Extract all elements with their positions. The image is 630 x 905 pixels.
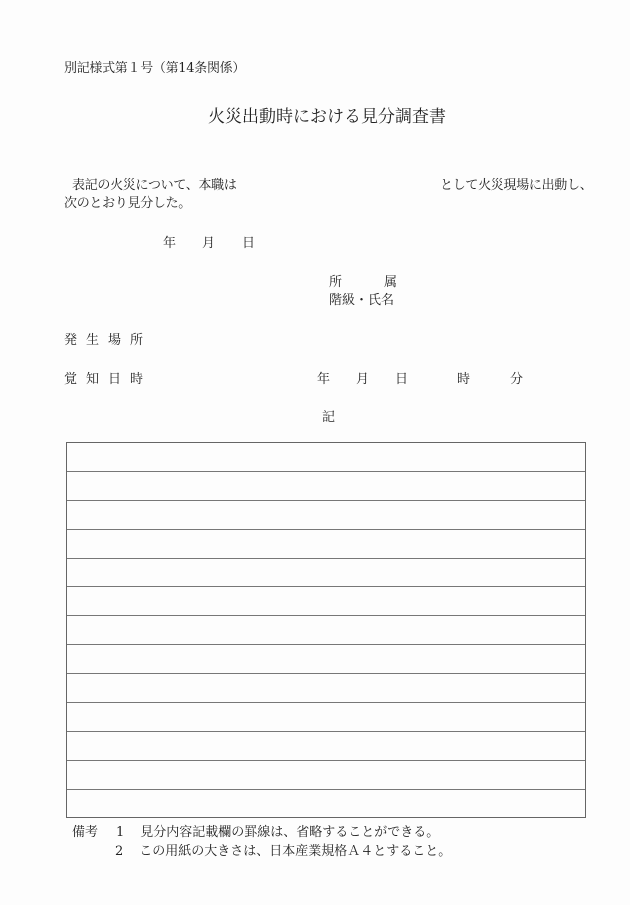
rank-name-label: 階級・氏名 bbox=[329, 293, 395, 308]
note-1-number: 1 bbox=[116, 825, 125, 840]
detect-year-label: 年 bbox=[317, 372, 331, 387]
note-2-number: 2 bbox=[115, 844, 124, 859]
notes-label: 備考 bbox=[72, 825, 99, 840]
record-row[interactable] bbox=[67, 761, 585, 790]
date-day-label: 日 bbox=[242, 236, 256, 251]
record-row[interactable] bbox=[67, 703, 585, 732]
detect-minute-label: 分 bbox=[510, 372, 524, 387]
record-row[interactable] bbox=[67, 559, 585, 588]
record-row[interactable] bbox=[67, 674, 585, 703]
document-title: 火災出動時における見分調査書 bbox=[208, 107, 446, 127]
detect-month-label: 月 bbox=[356, 372, 370, 387]
affiliation-label bbox=[329, 271, 397, 290]
detect-day-label: 日 bbox=[395, 372, 409, 387]
intro-text-2: として火災現場に出動し、 bbox=[440, 178, 593, 193]
record-row[interactable] bbox=[67, 530, 585, 559]
record-table bbox=[66, 442, 586, 818]
affiliation-char-1: 所 bbox=[329, 275, 343, 290]
date-month-label: 月 bbox=[202, 236, 216, 251]
record-row[interactable] bbox=[67, 732, 585, 761]
intro-text-3: 次のとおり見分した。 bbox=[64, 196, 192, 211]
date-year-label: 年 bbox=[163, 236, 177, 251]
affiliation-char-2: 属 bbox=[384, 275, 398, 290]
occurrence-place-label: 発生場所 bbox=[64, 333, 153, 348]
record-row[interactable] bbox=[67, 645, 585, 674]
form-number: 別記様式第１号（第14条関係） bbox=[64, 61, 246, 76]
note-1-text: 見分内容記載欄の罫線は、省略することができる。 bbox=[140, 825, 440, 840]
detect-hour-label: 時 bbox=[457, 372, 471, 387]
record-heading: 記 bbox=[322, 410, 336, 425]
record-row[interactable] bbox=[67, 501, 585, 530]
intro-text-1: 表記の火災について、本職は bbox=[72, 178, 237, 193]
detection-datetime-label: 覚知日時 bbox=[64, 372, 153, 387]
record-row[interactable] bbox=[67, 472, 585, 501]
note-2-text: この用紙の大きさは、日本産業規格Ａ４とすること。 bbox=[139, 844, 452, 859]
record-row[interactable] bbox=[67, 587, 585, 616]
record-row[interactable] bbox=[67, 443, 585, 472]
record-row[interactable] bbox=[67, 616, 585, 645]
record-row[interactable] bbox=[67, 790, 585, 819]
note-1 bbox=[72, 821, 439, 840]
note-2 bbox=[115, 840, 451, 859]
